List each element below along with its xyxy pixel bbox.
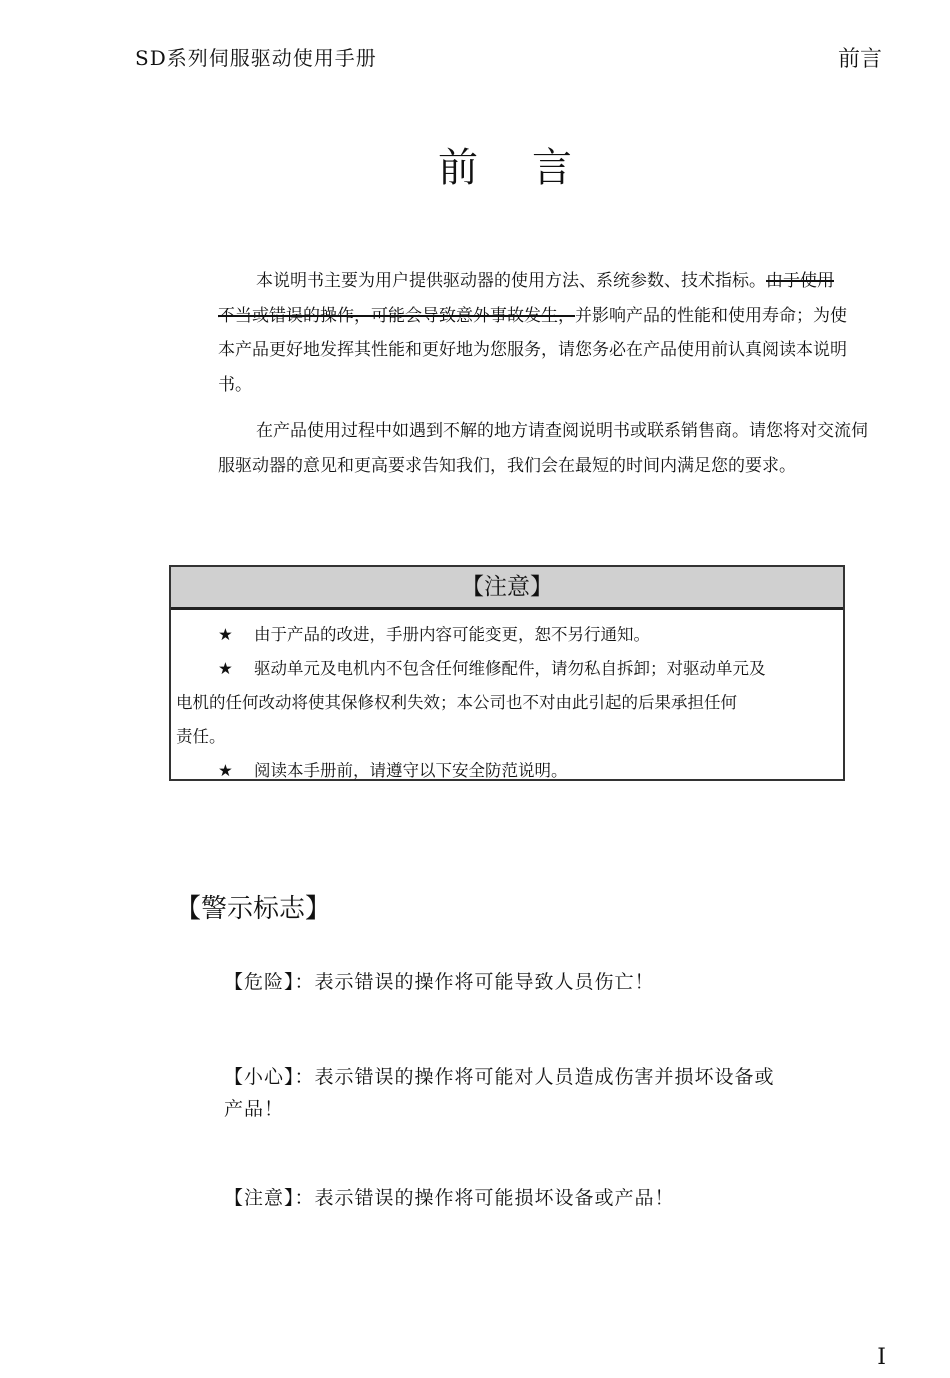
intro-text-b: 并影响产品的性能和使用寿命；为使本产品更好地发挥其性能和更好地为您服务，请您务必在产品使用前认真阅读本说明书。: [218, 305, 847, 395]
notice-body: [171, 610, 843, 788]
danger-definition: 【危险】：表示错误的操作将可能导致人员伤亡！: [224, 971, 655, 993]
notice-item-1-text: 由于产品的改进，手册内容可能变更，恕不另行通知。: [254, 625, 650, 644]
note-definition: 【注意】：表示错误的操作将可能损坏设备或产品！: [224, 1187, 675, 1209]
page-title: [0, 136, 950, 193]
intro-text-a: 本说明书主要为用户提供驱动器的使用方法、系统参数、技术指标。: [256, 271, 766, 291]
notice-item: [176, 652, 843, 686]
feedback-paragraph: [218, 414, 868, 483]
header-manual-title: SD系列伺服驱动使用手册: [135, 46, 377, 70]
star-icon: ★: [218, 761, 233, 780]
star-icon: ★: [218, 659, 233, 678]
caution-definition: [224, 1061, 864, 1125]
notice-item-2-line-3: 责任。: [176, 727, 226, 746]
header-section-name: 前言: [837, 47, 882, 72]
caution-line-1: 【小心】：表示错误的操作将可能对人员造成伤害并损坏设备或: [224, 1066, 775, 1088]
notice-item-2-line-1: 驱动单元及电机内不包含任何维修配件，请勿私自拆卸；对驱动单元及: [254, 659, 766, 678]
notice-heading: 【注意】: [171, 567, 843, 610]
intro-paragraph: [218, 264, 850, 402]
page-title-char-2: 言: [532, 145, 582, 191]
notice-box: [169, 565, 845, 781]
caution-line-2: 产品！: [224, 1098, 285, 1120]
page-number: I: [877, 1345, 886, 1370]
notice-item-3-text: 阅读本手册前，请遵守以下安全防范说明。: [254, 761, 568, 780]
feedback-text: 在产品使用过程中如遇到不解的地方请查阅说明书或联系销售商。请您将对交流伺服驱动器的意见和更高要求告知我们，我们会在最短的时间内满足您的要求。: [218, 421, 868, 476]
notice-item-2-line-2: 电机的任何改动将使其保修权利失效；本公司也不对由此引起的后果承担任何: [176, 693, 737, 712]
notice-item: [176, 754, 843, 788]
star-icon: ★: [218, 625, 233, 644]
page-title-char-1: 前: [438, 145, 488, 191]
warning-signs-heading: 【警示标志】: [175, 894, 332, 924]
notice-item: [176, 618, 843, 652]
intro-struck-text: 由于使用不当或错误的操作，可能会导致意外事故发生，: [218, 271, 834, 326]
